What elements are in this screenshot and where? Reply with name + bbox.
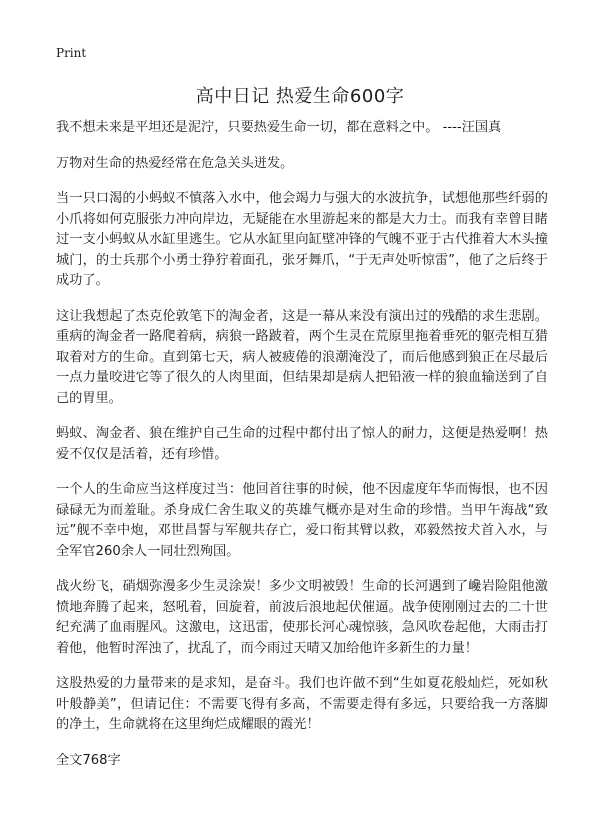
paragraph: 蚂蚁、淘金者、狼在维护自己生命的过程中都付出了惊人的耐力，这便是热爱啊！热爱不仅仅是活着，还有珍惜。 <box>56 426 548 462</box>
paragraph: 万物对生命的热爱经常在危急关头迸发。 <box>56 155 294 171</box>
paragraph-quote: 我不想未来是平坦还是泥泞，只要热爱生命一切，都在意料之中。 ----汪国真 <box>56 120 502 135</box>
paragraph: 战火纷飞，硝烟弥漫多少生灵涂炭！多少文明被毁！生命的长河遇到了巉岩险阻他激愤地奔腾了起来，怒吼着，回旋着，前波后浪地起伏催逼。战争使刚刚过去的二十世纪充满了血雨腥风。这激电，这迅雷，使那长河心魂惊骇，急风吹卷起他，大雨击打着他，他暂时浑浊了，扰乱了，而今雨过天晴又加给他许多新生的力量！ <box>56 579 548 656</box>
word-count: 全文768字 <box>56 752 121 768</box>
document-body <box>56 118 548 771</box>
paragraph: 一个人的生命应当这样度过当：他回首往事的时候，他不因虚度年华而悔恨，也不因碌碌无为而羞耻。杀身成仁舍生取义的英雄气概亦是对生命的珍惜。当甲午海战“致远”舰不幸中炮，邓世昌誓与军舰共存亡，爱口衔其臂以救，邓毅然按犬首入水，与全军官260余人一同壮烈殉国。 <box>56 482 548 559</box>
paragraph: 这股热爱的力量带来的是求知，是奋斗。我们也许做不到“生如夏花般灿烂，死如秋叶般静美”，但请记住：不需要飞得有多高，不需要走得有多远，只要给我一方落脚的净土，生命就将在这里绚烂成耀眼的霞光！ <box>56 676 548 732</box>
document-title: 高中日记 热爱生命600字 <box>195 86 405 107</box>
paragraph: 当一只口渴的小蚂蚁不慎落入水中，他会竭力与强大的水波抗争，试想他那些纤弱的小爪将如何克服张力冲向岸边，无疑能在水里游起来的都是大力士。而我有幸曾目睹过一支小蚂蚁从水缸里逃生。它从水缸里向缸壁冲锋的气魄不亚于古代推着大木头撞城门，的士兵那个小勇士狰狞着面孔，张牙舞爪，“于无声处听惊雷”，他了之后终于成功了。 <box>56 191 548 288</box>
print-label: Print <box>56 46 87 60</box>
paragraph: 这让我想起了杰克伦敦笔下的淘金者，这是一幕从来没有演出过的残酷的求生悲剧。重病的淘金者一路爬着病，病狼一路跛着，两个生灵在荒原里拖着垂死的躯壳相互猎取着对方的生命。直到第七天，病人被疲倦的浪潮淹没了，而后他感到狼正在尽最后一点力量咬进它等了很久的人肉里面，但结果却是病人把铅液一样的狼血输送到了自己的胃里。 <box>56 308 548 406</box>
